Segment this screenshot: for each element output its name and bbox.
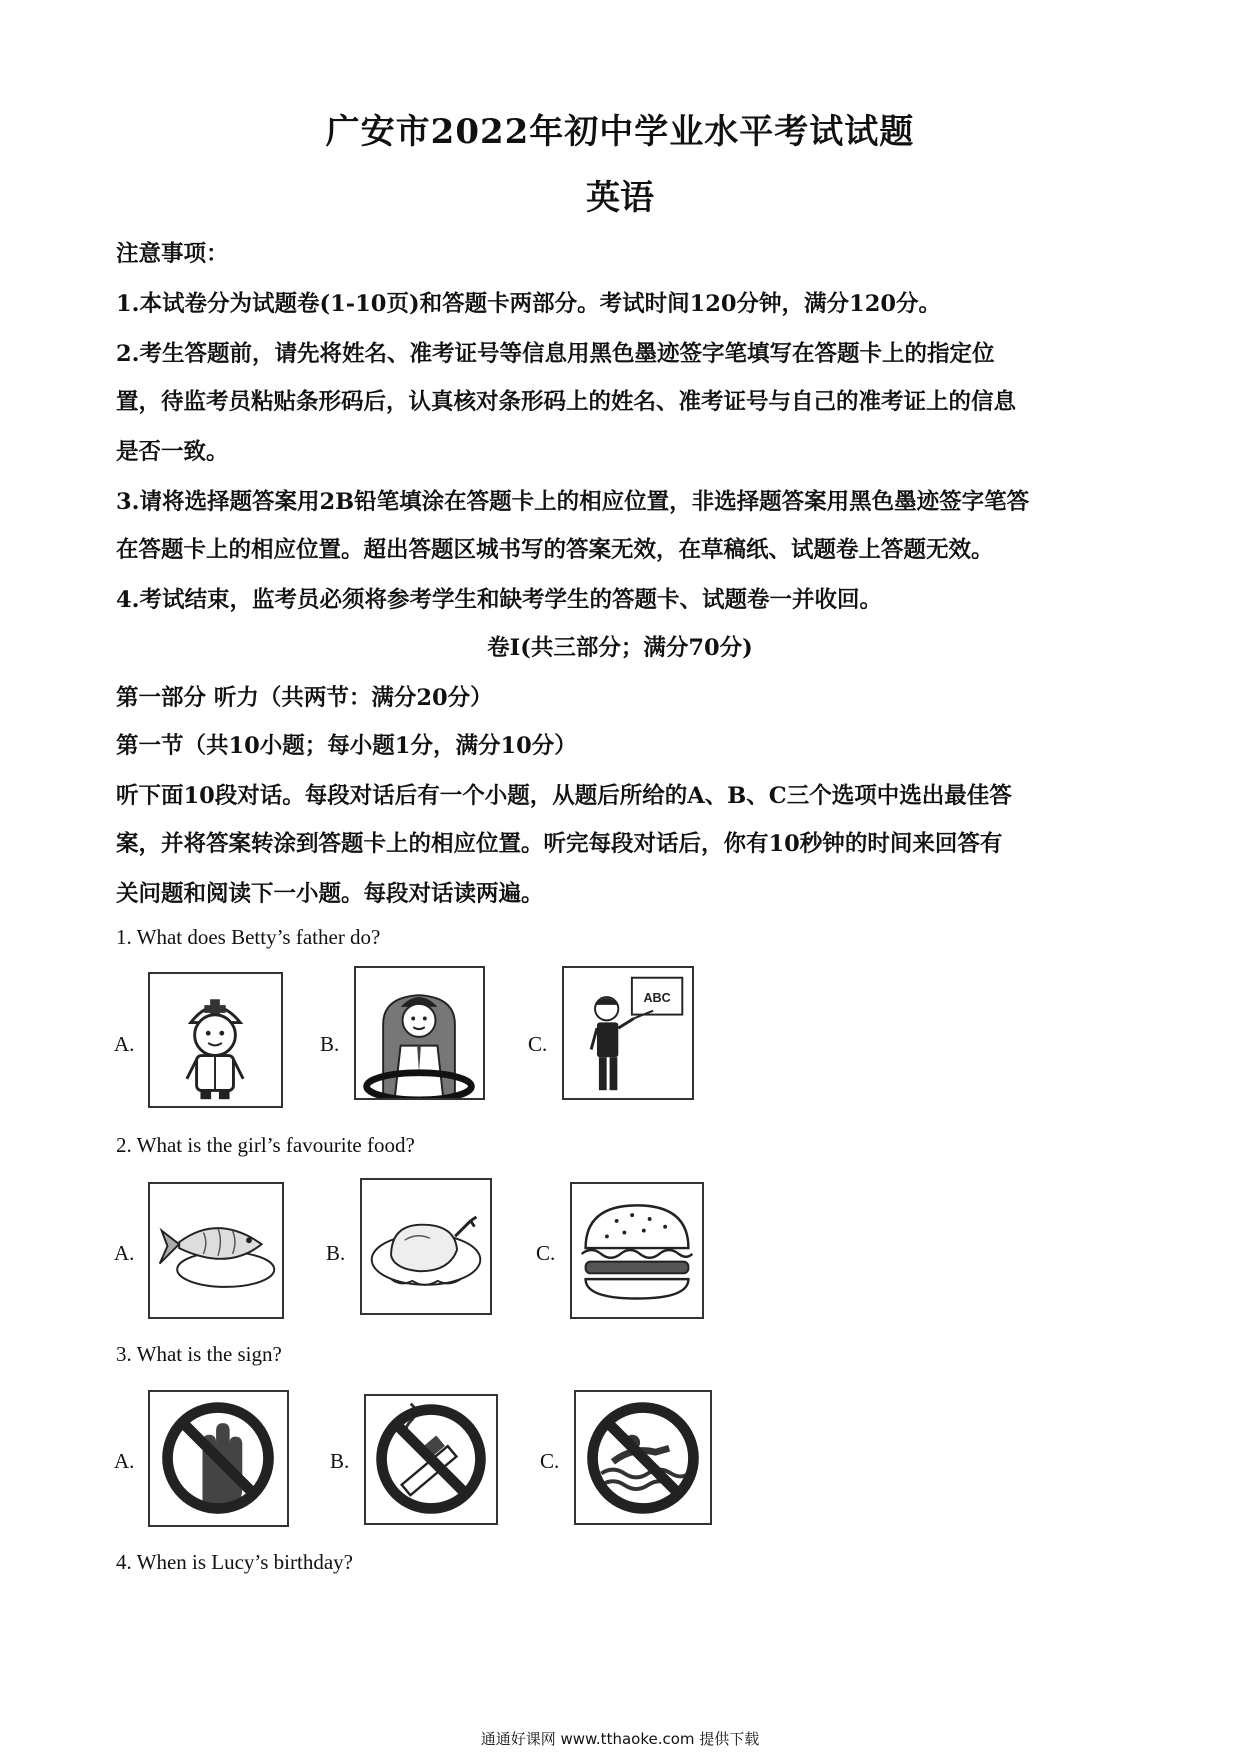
notice-line: 在答题卡上的相应位置。超出答题区城书写的答案无效，在草稿纸、试题卷上答题无效。 — [116, 537, 994, 563]
option-a-label: A. — [114, 1449, 135, 1473]
volume-heading: 卷Ⅰ(共三部分；满分70分) — [487, 635, 753, 661]
section-heading: 第一节（共10小题；每小题1分，满分10分） — [116, 733, 577, 759]
question-1: 1. What does Betty’s father do? — [116, 925, 381, 949]
option-a-label: A. — [114, 1032, 135, 1056]
instruction-line: 案，并将答案转涂到答题卡上的相应位置。听完每段对话后，你有10秒钟的时间来回答有 — [116, 831, 1003, 857]
option-b-label: B. — [330, 1449, 350, 1473]
question-4: 4. When is Lucy’s birthday? — [116, 1550, 353, 1574]
part-heading: 第一部分 听力（共两节：满分20分） — [116, 685, 493, 711]
option-c-label: C. — [536, 1241, 556, 1265]
option-c-label: C. — [528, 1032, 548, 1056]
option-b-label: B. — [326, 1241, 346, 1265]
notice-line: 4.考试结束，监考员必须将参考学生和缺考学生的答题卡、试题卷一并收回。 — [116, 587, 882, 613]
driver-icon[interactable] — [354, 966, 485, 1100]
option-c-label: C. — [540, 1449, 560, 1473]
question-3: 3. What is the sign? — [116, 1342, 282, 1366]
notice-line: 是否一致。 — [116, 439, 229, 465]
doctor-icon[interactable] — [148, 972, 283, 1108]
notice-line: 2.考生答题前，请先将姓名、准考证号等信息用黑色墨迹签字笔填写在答题卡上的指定位 — [116, 341, 995, 367]
option-a-label: A. — [114, 1241, 135, 1265]
subject-title: 英语 — [586, 178, 654, 218]
question-2: 2. What is the girl’s favourite food? — [116, 1133, 415, 1157]
no-smoking-icon[interactable] — [364, 1394, 498, 1525]
fish-icon[interactable] — [148, 1182, 284, 1319]
hamburger-icon[interactable] — [570, 1182, 704, 1319]
option-b-label: B. — [320, 1032, 340, 1056]
chicken-icon[interactable] — [360, 1178, 492, 1315]
notice-line: 置，待监考员粘贴条形码后，认真核对条形码上的姓名、准考证号与自己的准考证上的信息 — [116, 389, 1017, 415]
notice-line: 1.本试卷分为试题卷(1-10页)和答题卡两部分。考试时间120分钟，满分120分。 — [116, 291, 942, 317]
page-footer: 通通好课网 www.tthaoke.com 提供下载 — [480, 1730, 760, 1748]
notice-line: 3.请将选择题答案用2B铅笔填涂在答题卡上的相应位置，非选择题答案用黑色墨迹签字笔答 — [116, 489, 1030, 515]
page-title: 广安市2022年初中学业水平考试试题 — [325, 112, 915, 152]
no-swimming-icon[interactable] — [574, 1390, 712, 1525]
notice-heading: 注意事项： — [116, 241, 229, 267]
board-text: ABC — [643, 990, 671, 1005]
no-touching-icon[interactable] — [148, 1390, 289, 1527]
instruction-line: 听下面10段对话。每段对话后有一个小题，从题后所给的A、B、C三个选项中选出最佳答 — [116, 783, 1012, 809]
teacher-icon[interactable] — [562, 966, 694, 1100]
instruction-line: 关问题和阅读下一小题。每段对话读两遍。 — [116, 881, 544, 907]
